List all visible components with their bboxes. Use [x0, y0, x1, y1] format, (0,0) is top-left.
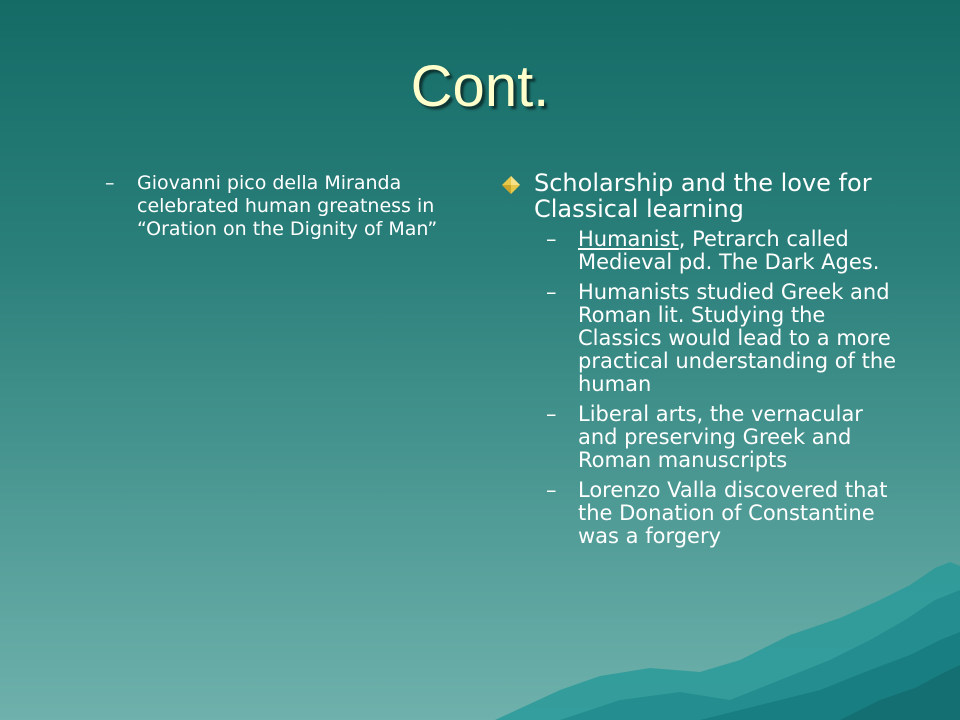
sub-item-text: , Petrarch called Medieval pd. The Dark Ages.: [578, 227, 880, 274]
dash-bullet: –: [546, 227, 557, 251]
main-bullet-text: Scholarship and the love for Classical learning: [534, 169, 872, 223]
dash-bullet: –: [546, 402, 557, 426]
diamond-bullet-icon: [500, 174, 522, 196]
sub-item: [546, 403, 908, 472]
main-bullet: [498, 170, 908, 222]
left-column: [105, 172, 470, 251]
sub-item-underlined-text: Humanist: [578, 227, 679, 251]
sub-list: [546, 228, 908, 548]
right-column: [498, 170, 908, 555]
slide-title: Cont.: [410, 54, 550, 119]
dash-bullet: –: [546, 478, 557, 502]
dash-bullet: –: [546, 280, 557, 304]
dash-bullet: –: [105, 172, 115, 194]
sub-item: [546, 281, 908, 396]
sub-item-text: Lorenzo Valla discovered that the Donation of Constantine was a forgery: [578, 478, 888, 548]
left-sub-item: [105, 172, 470, 241]
sub-item-text: Liberal arts, the vernacular and preserving Greek and Roman manuscripts: [578, 402, 863, 472]
sub-item: [546, 228, 908, 274]
sub-item: [546, 479, 908, 548]
left-sub-item-text: Giovanni pico della Miranda celebrated human greatness in “Oration on the Dignity of Man”: [137, 172, 438, 240]
sub-item-text: Humanists studied Greek and Roman lit. Studying the Classics would lead to a more practical understanding of the human: [578, 280, 897, 396]
